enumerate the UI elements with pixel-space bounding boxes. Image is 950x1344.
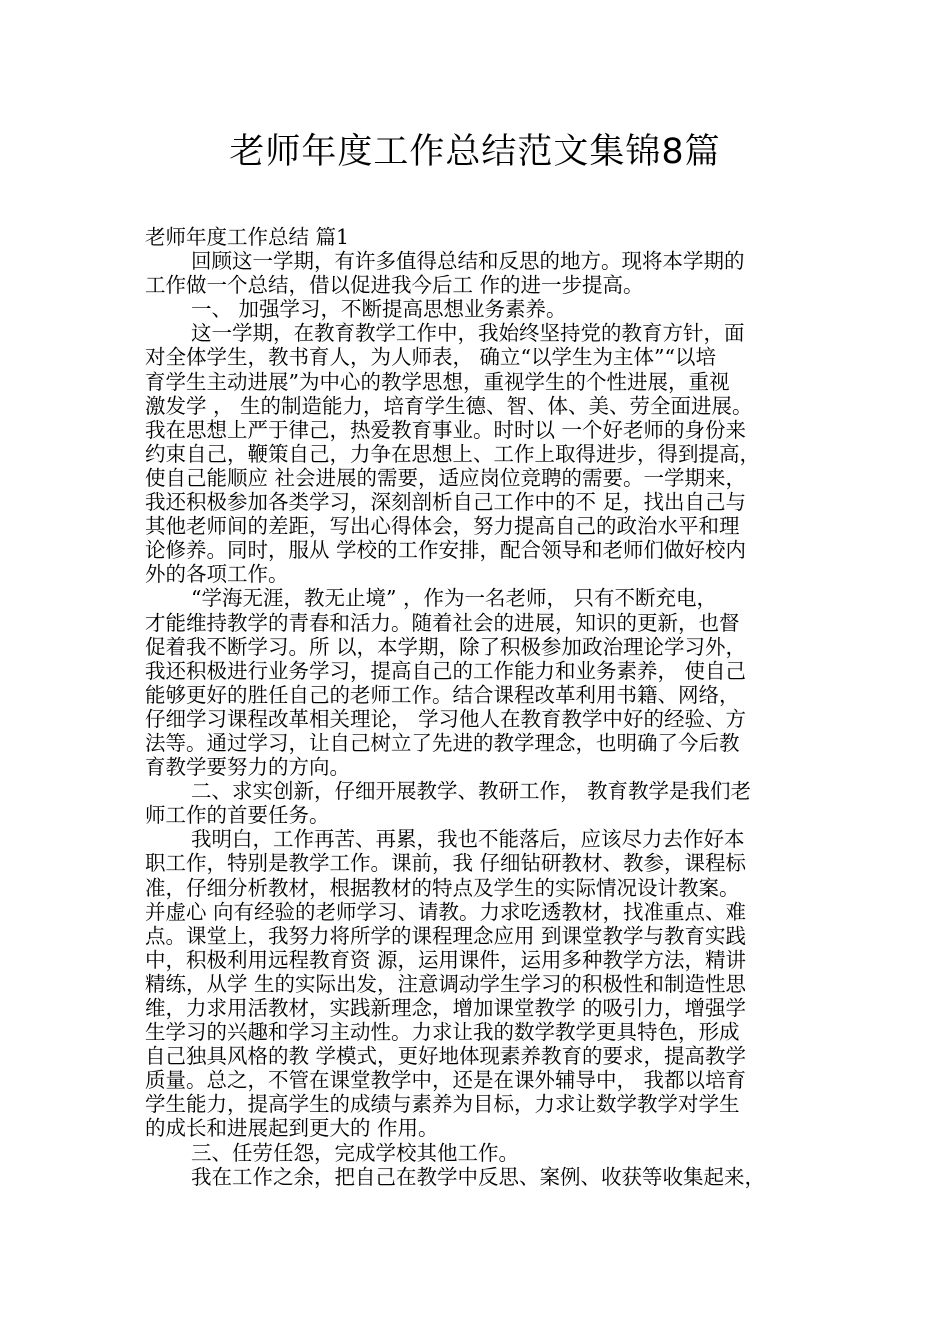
text-line: 我在工作之余，把自己在教学中反思、案例、收获等收集起来， bbox=[191, 1164, 765, 1189]
text-line: 三、任劳任怨，完成学校其他工作。 bbox=[191, 1140, 519, 1165]
text-line: 师工作的首要任务。 bbox=[145, 803, 330, 828]
text-line: 一、 加强学习，不断提高思想业务素养。 bbox=[191, 297, 567, 322]
text-line: 论修养。同时，服从 学校的工作安排，配合领导和老师们做好校内 bbox=[145, 538, 747, 563]
text-line: 点。课堂上，我努力将所学的课程理念应用 到课堂教学与教育实践 bbox=[145, 923, 747, 948]
text-line: 育教学要努力的方向。 bbox=[145, 755, 350, 780]
text-line: 准，仔细分析教材，根据教材的特点及学生的实际情况设计教案。 bbox=[145, 875, 740, 900]
document-title: 老师年度工作总结范文集锦8篇 bbox=[229, 132, 721, 172]
text-line: 中，积极利用远程教育资 源，运用课件，运用多种教学方法，精讲 bbox=[145, 947, 747, 972]
text-line: 对全体学生，教书育人，为人师表， 确立“以学生为主体”“以培 bbox=[145, 345, 716, 370]
document-body bbox=[145, 225, 815, 1189]
text-line: 精练，从学 生的实际出发，注意调动学生学习的积极性和制造性思 bbox=[145, 971, 747, 996]
text-line: 法等。通过学习，让自己树立了先进的教学理念，也明确了今后教 bbox=[145, 730, 740, 755]
text-line: 学生能力，提高学生的成绩与素养为目标，力求让数学教学对学生 bbox=[145, 1092, 740, 1117]
text-line: “学海无涯，教无止境” ，作为一名老师， 只有不断充电， bbox=[191, 586, 717, 611]
text-line: 二、求实创新，仔细开展教学、教研工作， 教育教学是我们老 bbox=[191, 779, 752, 804]
text-line: 约束自己，鞭策自己，力争在思想上、工作上取得进步，得到提高， bbox=[145, 441, 760, 466]
text-line: 我在思想上严于律己，热爱教育事业。时时以 一个好老师的身份来 bbox=[145, 417, 747, 442]
text-line: 工作做一个总结，借以促进我今后工 作的进一步提高。 bbox=[145, 273, 644, 298]
text-line: 能够更好的胜任自己的老师工作。结合课程改革利用书籍、网络， bbox=[145, 682, 740, 707]
text-line: 激发学 ， 生的制造能力，培育学生德、智、体、美、劳全面进展。 bbox=[145, 393, 753, 418]
text-line: 外的各项工作。 bbox=[145, 562, 289, 587]
text-line: 维，力求用活教材，实践新理念，增加课堂教学 的吸引力，增强学 bbox=[145, 996, 747, 1020]
text-line: 生学习的兴趣和学习主动性。力求让我的数学教学更具特色，形成 bbox=[145, 1020, 740, 1045]
text-line: 老师年度工作总结 篇1 bbox=[145, 225, 350, 249]
text-line: 育学生主动进展”为中心的教学思想，重视学生的个性进展，重视 bbox=[145, 369, 730, 394]
text-line: 回顾这一学期，有许多值得总结和反思的地方。现将本学期的 bbox=[191, 249, 745, 274]
text-line: 才能维持教学的青春和活力。随着社会的进展，知识的更新，也督 bbox=[145, 610, 740, 635]
text-line: 质量。总之，不管在课堂教学中，还是在课外辅导中， 我都以培育 bbox=[145, 1068, 747, 1093]
text-line: 并虚心 向有经验的老师学习、请教。力求吃透教材，找准重点、难 bbox=[145, 899, 747, 924]
text-line: 仔细学习课程改革相关理论， 学习他人在教育教学中好的经验、方 bbox=[145, 706, 747, 731]
text-line: 我还积极参加各类学习，深刻剖析自己工作中的不 足，找出自己与 bbox=[145, 490, 747, 515]
text-line: 其他老师间的差距，写出心得体会，努力提高自己的政治水平和理 bbox=[145, 514, 740, 539]
text-line: 自己独具风格的教 学模式，更好地体现素养教育的要求，提高教学 bbox=[145, 1044, 747, 1069]
text-line: 我还积极进行业务学习，提高自己的工作能力和业务素养， 使自己 bbox=[145, 658, 747, 683]
text-line: 促着我不断学习。所 以，本学期，除了积极参加政治理论学习外， bbox=[145, 634, 747, 659]
text-line: 我明白，工作再苦、再累，我也不能落后，应该尽力去作好本 bbox=[191, 827, 745, 852]
text-line: 使自己能顺应 社会进展的需要，适应岗位竞聘的需要。一学期来， bbox=[145, 465, 747, 490]
text-line: 的成长和进展起到更大的 作用。 bbox=[145, 1116, 439, 1141]
text-line: 职工作，特别是教学工作。课前，我 仔细钻研教材、教参，课程标 bbox=[145, 851, 747, 876]
text-line: 这一学期，在教育教学工作中，我始终坚持党的教育方针，面 bbox=[191, 321, 745, 346]
